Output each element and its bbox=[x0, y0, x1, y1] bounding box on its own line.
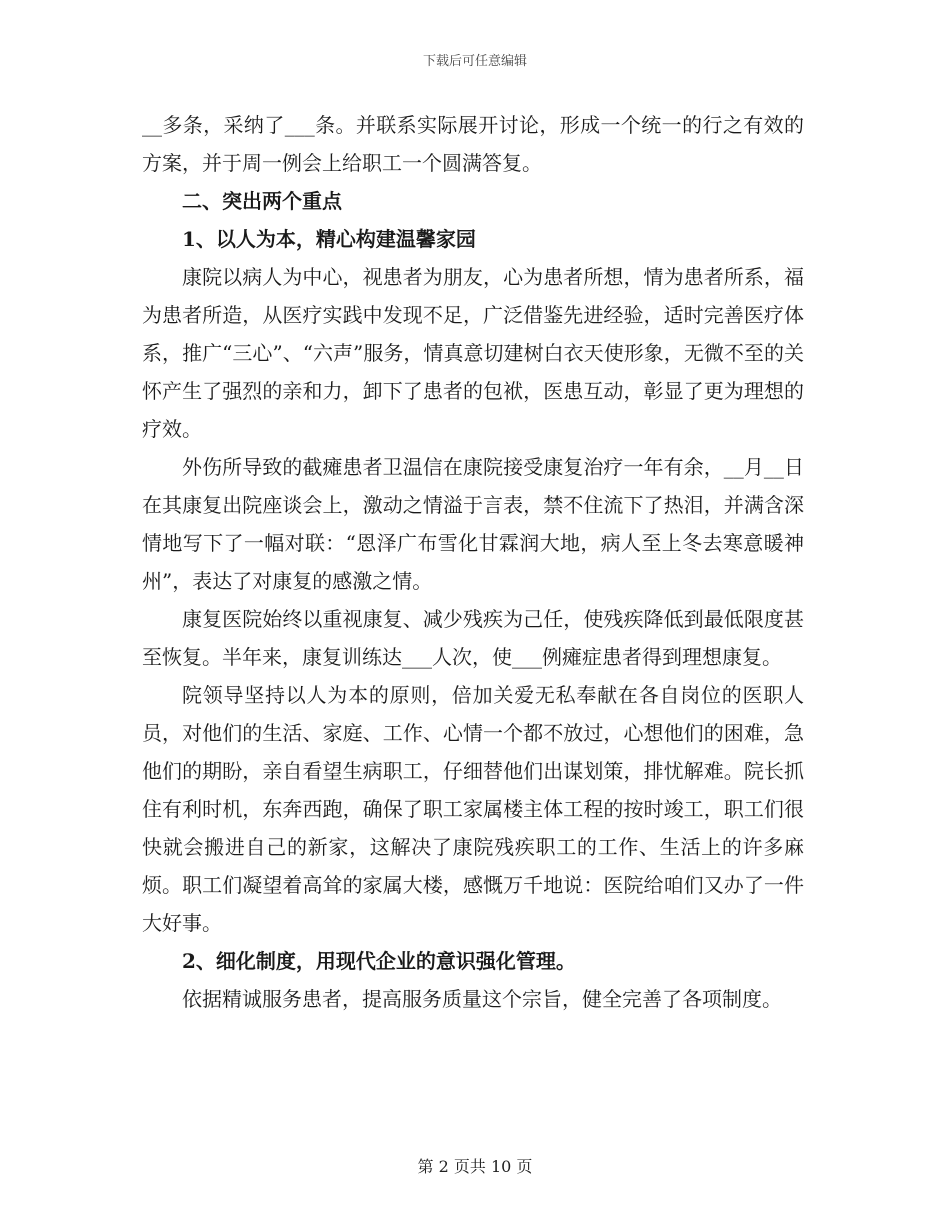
paragraph-regulations: 依据精诚服务患者，提高服务质量这个宗旨，健全完善了各项制度。 bbox=[182, 987, 782, 1011]
paragraph-continuation: __多条，采纳了___条。并联系实际展开讨论，形成一个统一的行之有效的方案，并于周一例会上给职工一个圆满答复。 bbox=[142, 113, 804, 175]
document-body bbox=[142, 106, 804, 1018]
subheading-management: 2、细化制度，用现代企业的意识强化管理。 bbox=[182, 949, 576, 973]
paragraph-rehabilitation: 康复医院始终以重视康复、减少残疾为己任，使残疾降低到最低限度甚至恢复。半年来，康复训练达___人次，使___例瘫症患者得到理想康复。 bbox=[142, 607, 804, 669]
paragraph-patient-story: 外伤所导致的截瘫患者卫温信在康院接受康复治疗一年有余，__月__日在其康复出院座谈会上，激动之情溢于言表，禁不住流下了热泪，并满含深情地写下了一幅对联：“恩泽广布雪化甘霖润大地，病人至上冬去寒意暖神州”，表达了对康复的感激之情。 bbox=[142, 455, 804, 593]
section-heading-two-focuses: 二、突出两个重点 bbox=[182, 189, 342, 213]
page-footer: 第 2 页共 10 页 bbox=[417, 1157, 533, 1176]
paragraph-leadership: 院领导坚持以人为本的原则，倍加关爱无私奉献在各自岗位的医职人员，对他们的生活、家庭、工作、心情一个都不放过，心想他们的困难，急他们的期盼，亲自看望生病职工，仔细替他们出谋划策，排忧解难。院长抓住有利时机，东奔西跑，确保了职工家属楼主体工程的按时竣工，职工们很快就会搬进自己的新家，这解决了康院残疾职工的工作、生活上的许多麻烦。职工们凝望着高耸的家属大楼，感慨万千地说：医院给咱们又办了一件大好事。 bbox=[142, 683, 804, 935]
subheading-people-oriented: 1、以人为本，精心构建温馨家园 bbox=[182, 227, 476, 251]
paragraph-patient-centered: 康院以病人为中心，视患者为朋友，心为患者所想，情为患者所系，福为患者所造，从医疗实践中发现不足，广泛借鉴先进经验，适时完善医疗体系，推广“三心”、“六声”服务，情真意切建树白衣天使形象，无微不至的关怀产生了强烈的亲和力，卸下了患者的包袱，医患互动，彰显了更为理想的疗效。 bbox=[142, 265, 804, 441]
page-header: 下载后可任意编辑 bbox=[422, 54, 527, 69]
